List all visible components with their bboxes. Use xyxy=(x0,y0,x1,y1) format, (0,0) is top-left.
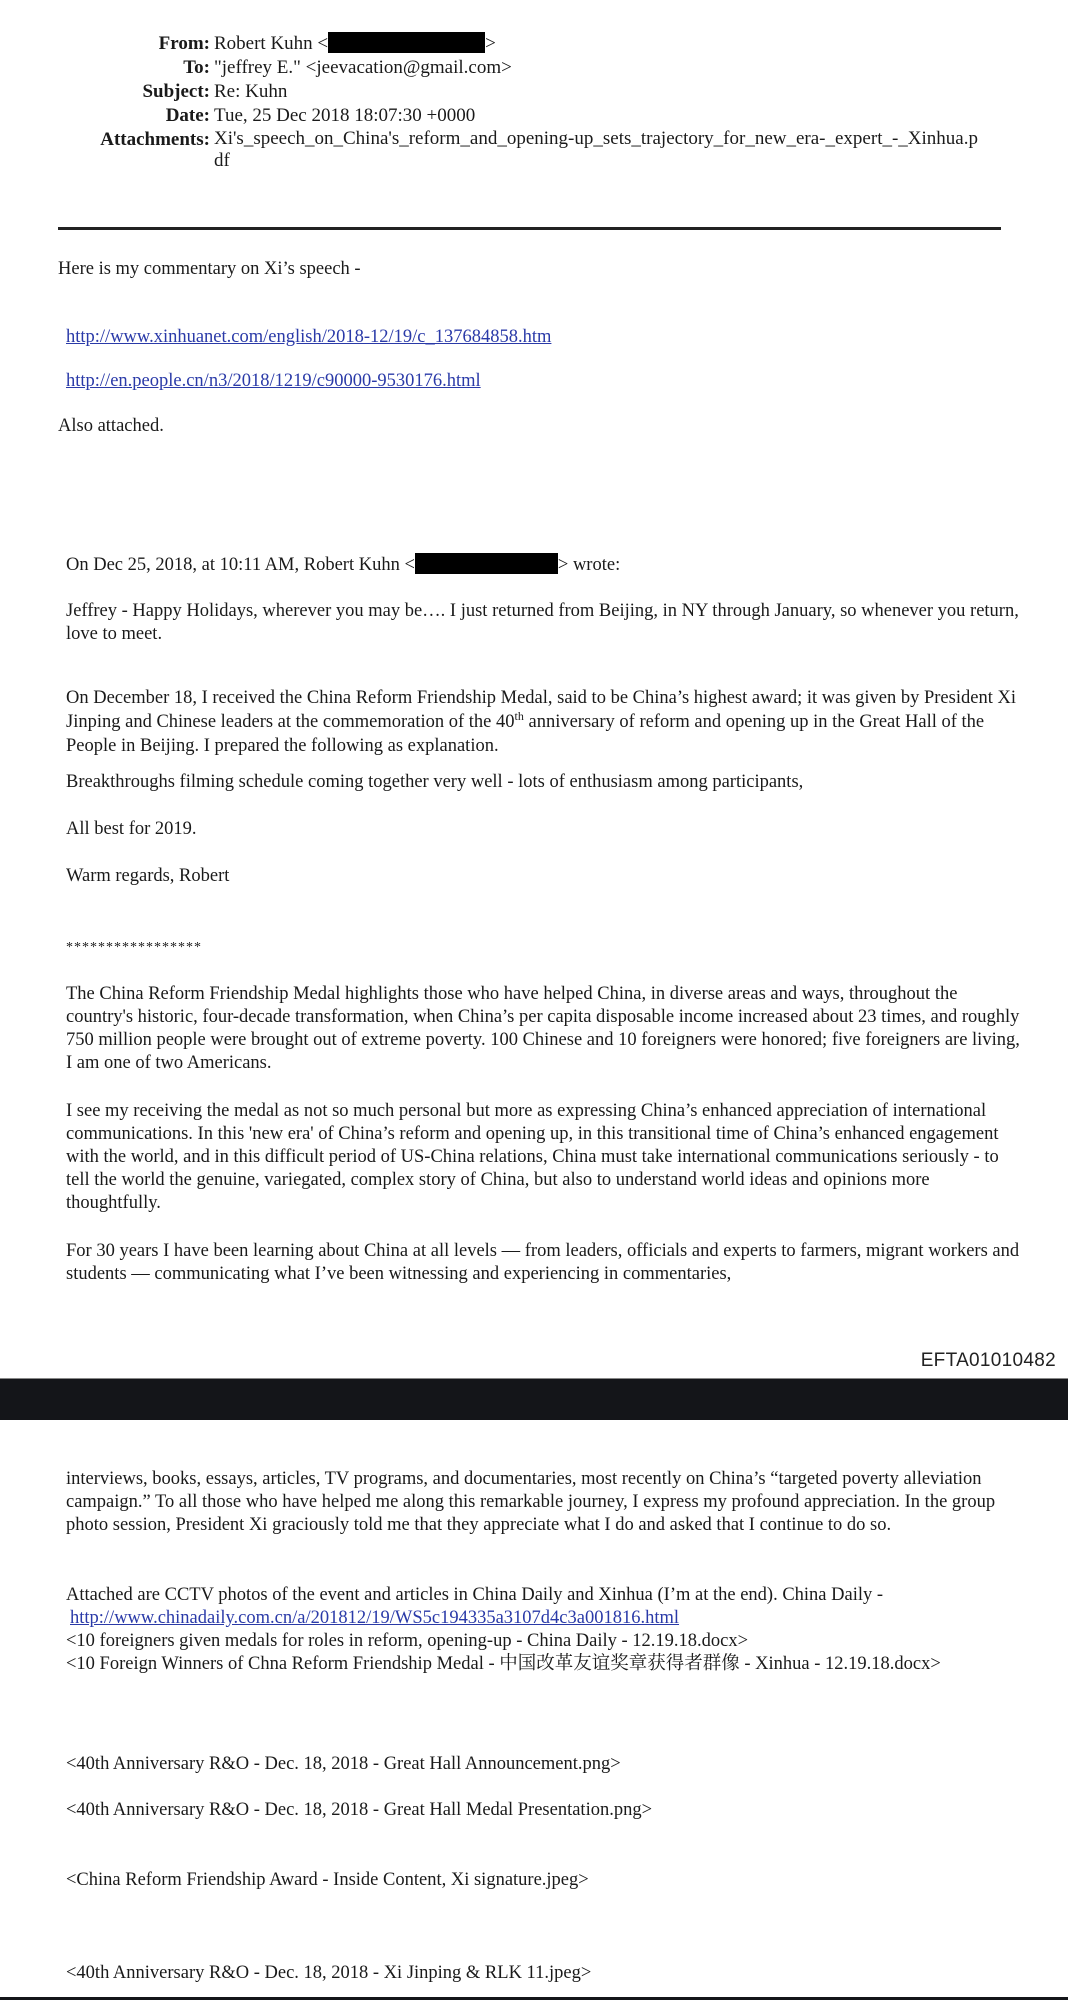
people-daily-link[interactable]: http://en.people.cn/n3/2018/1219/c90000-9530176.html xyxy=(66,371,481,391)
from-row xyxy=(0,32,1068,56)
reply-intro: Here is my commentary on Xi’s speech - xyxy=(58,259,361,279)
quoted-paragraph-breakthroughs: Breakthroughs filming schedule coming together very well - lots of enthusiasm among participants, xyxy=(66,772,804,792)
attachment-item[interactable]: <40th Anniversary R&O - Dec. 18, 2018 - Great Hall Medal Presentation.png> xyxy=(66,1800,653,1820)
quoted-paragraph-medal-highlights: The China Reform Friendship Medal highlights those who have helped China, in diverse areas and ways, throughout the country's historic, four-decade transformation, when China’s per capita disposable income increased about 23 times, and roughly 750 million people were brought out of extreme poverty. 100 Chinese and 10 foreigners were honored; five foreigners are living, I am one of two Americans. xyxy=(66,984,1020,1073)
attachments-label: Attachments: xyxy=(100,129,210,150)
redaction-box xyxy=(328,32,485,53)
subject-row xyxy=(0,80,1068,104)
from-value xyxy=(214,32,496,56)
attachment-item[interactable]: <40th Anniversary R&O - Dec. 18, 2018 - Xi Jinping & RLK 11.jpeg> xyxy=(66,1963,592,1983)
redaction-box xyxy=(415,553,558,574)
subject-label: Subject: xyxy=(142,81,210,102)
from-close: > xyxy=(485,33,496,54)
date-value: Tue, 25 Dec 2018 18:07:30 +0000 xyxy=(214,105,476,126)
attachment-item[interactable]: <10 Foreign Winners of Chna Reform Friendship Medal - 中国改革友谊奖章获得者群像 - Xinhua - 12.19.18.docx> xyxy=(66,1654,941,1674)
to-row xyxy=(0,56,1068,80)
date-row xyxy=(0,104,1068,128)
ordinal-superscript: th xyxy=(514,708,524,723)
quoted-signoff: Warm regards, Robert xyxy=(66,866,230,886)
medal-text-b: anniversary of reform and opening up in the Great Hall of the People in Beijing. I prepared the following as explanation. xyxy=(66,712,985,756)
attribution-suffix: > wrote: xyxy=(557,555,621,575)
quoted-paragraph-30-years: For 30 years I have been learning about China at all levels — from leaders, officials and experts to farmers, migrant workers and students — communicating what I’ve been witnessing and experiencing in commentaries, xyxy=(66,1241,1020,1284)
also-attached-text: Also attached. xyxy=(58,416,164,436)
to-label: To: xyxy=(183,57,210,78)
quoted-paragraph-best: All best for 2019. xyxy=(66,819,197,839)
attachment-filename[interactable]: Xi's_speech_on_China's_reform_and_opening-up_sets_trajectory_for_new_era-_expert_-_Xinhua.pdf xyxy=(214,128,978,171)
quoted-paragraph-medal xyxy=(66,686,1026,758)
quoted-paragraph-attached xyxy=(66,1584,1026,1630)
from-label: From: xyxy=(158,33,210,54)
medal-text-a: On December 18, I received the China Reform Friendship Medal, said to be China’s highest award; it was given by President Xi Jinping and Chinese leaders at the commemoration of the 40 xyxy=(66,688,1016,732)
bates-stamp: EFTA01010482 xyxy=(920,1350,1056,1371)
attached-text: Attached are CCTV photos of the event and articles in China Daily and Xinhua (I’m at the end). China Daily - xyxy=(66,1585,884,1605)
attachment-item[interactable]: <10 foreigners given medals for roles in reform, opening-up - China Daily - 12.19.18.docx> xyxy=(66,1631,749,1651)
attachment-item[interactable]: <40th Anniversary R&O - Dec. 18, 2018 - Great Hall Announcement.png> xyxy=(66,1754,621,1774)
xinhua-link[interactable]: http://www.xinhuanet.com/english/2018-12/19/c_137684858.htm xyxy=(66,327,552,347)
quoted-paragraph-interviews: interviews, books, essays, articles, TV programs, and documentaries, most recently on China’s “targeted poverty alleviation campaign.” To all those who have helped me along this remarkable journey, I express my profound appreciation. In the group photo session, President Xi graciously told me that they appreciate what I do and asked that I continue to do so. xyxy=(66,1469,996,1535)
subject-value: Re: Kuhn xyxy=(214,81,288,102)
to-value: "jeffrey E." <jeevacation@gmail.com> xyxy=(214,57,512,78)
quote-attribution xyxy=(66,553,620,577)
attribution-prefix: On Dec 25, 2018, at 10:11 AM, Robert Kuhn < xyxy=(66,555,415,575)
email-header xyxy=(0,32,1068,174)
china-daily-link[interactable]: http://www.chinadaily.com.cn/a/201812/19/WS5c194335a3107d4c3a001816.html xyxy=(70,1608,680,1628)
date-label: Date: xyxy=(165,105,210,126)
asterisk-divider: ***************** xyxy=(66,940,202,955)
from-name: Robert Kuhn < xyxy=(214,33,329,54)
header-divider xyxy=(58,227,1001,230)
quoted-paragraph-greeting: Jeffrey - Happy Holidays, wherever you may be…. I just returned from Beijing, in NY through January, so whenever you return, love to meet. xyxy=(66,601,1019,644)
quoted-paragraph-communications: I see my receiving the medal as not so much personal but more as expressing China’s enhanced appreciation of international communications. In this 'new era' of China’s reform and opening up, in this transitional time of China’s enhanced engagement with the world, and in this difficult period of US-China relations, China must take international communications seriously - to tell the world the genuine, variegated, complex story of China, but also to understand world ideas and opinions more thoughtfully. xyxy=(66,1101,999,1213)
attachments-row xyxy=(0,128,1068,174)
attachment-item[interactable]: <China Reform Friendship Award - Inside Content, Xi signature.jpeg> xyxy=(66,1870,589,1890)
page-separator xyxy=(0,1378,1068,1421)
